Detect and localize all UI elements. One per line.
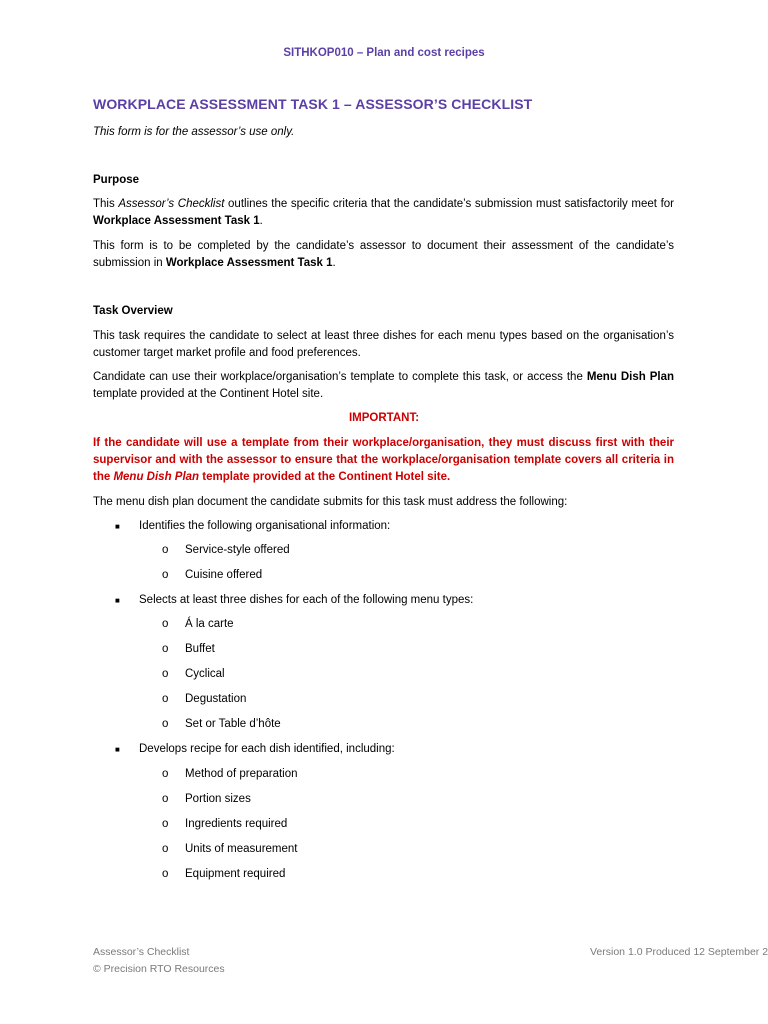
purpose-heading: Purpose <box>93 174 140 186</box>
requirements-intro: The menu dish plan document the candidate submits for this task must address the following: <box>93 496 568 508</box>
subtitle: This form is for the assessor’s use only. <box>93 126 295 138</box>
purpose-paragraph-2: This form is to be completed by the candidate’s assessor to document their assessment of the candidate’s submission in Workplace Assessment Task 1. <box>93 240 674 269</box>
circle-bullet-icon: o <box>162 618 169 630</box>
circle-bullet-icon: o <box>162 544 169 556</box>
footer-document-name: Assessor’s Checklist <box>93 946 190 958</box>
circle-bullet-icon: o <box>162 868 169 880</box>
circle-bullet-icon: o <box>162 643 169 655</box>
circle-bullet-icon: o <box>162 818 169 830</box>
square-bullet-icon: ■ <box>115 522 120 531</box>
circle-bullet-icon: o <box>162 793 169 805</box>
important-label: IMPORTANT: <box>348 412 420 424</box>
task-title: WORKPLACE ASSESSMENT TASK 1 – ASSESSOR’S CHECKLIST <box>93 96 533 112</box>
circle-bullet-icon: o <box>162 668 169 680</box>
footer-copyright: © Precision RTO Resources <box>93 963 225 975</box>
circle-bullet-icon: o <box>162 718 169 730</box>
circle-bullet-icon: o <box>162 843 169 855</box>
overview-paragraph-1: This task requires the candidate to select at least three dishes for each menu types based on the organisation’s customer target market profile and food preferences. <box>93 330 674 359</box>
overview-paragraph-2: Candidate can use their workplace/organisation’s template to complete this task, or access the Menu Dish Plan template provided at the Continent Hotel site. <box>93 371 675 400</box>
footer-version: Version 1.0 Produced 12 September 2 <box>590 946 768 958</box>
circle-bullet-icon: o <box>162 569 169 581</box>
task-overview-heading: Task Overview <box>93 305 173 317</box>
circle-bullet-icon: o <box>162 693 169 705</box>
circle-bullet-icon: o <box>162 768 169 780</box>
important-notice: If the candidate will use a template from their workplace/organisation, they must discuss first with their supervisor and with the assessor to ensure that the workplace/organisation template covers all criteria in the Menu Dish Plan template provided at the Continent Hotel site. <box>93 437 674 483</box>
square-bullet-icon: ■ <box>115 745 120 754</box>
square-bullet-icon: ■ <box>115 596 120 605</box>
header-title: SITHKOP010 – Plan and cost recipes <box>283 47 485 59</box>
purpose-paragraph-1: This Assessor’s Checklist outlines the specific criteria that the candidate’s submission must satisfactorily meet for Workplace Assessment Task 1. <box>93 198 675 227</box>
